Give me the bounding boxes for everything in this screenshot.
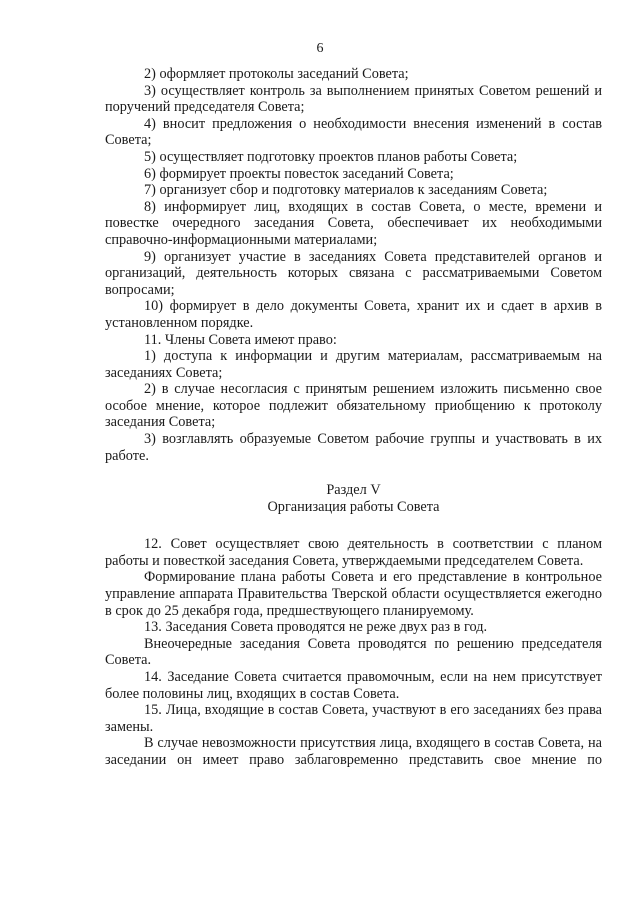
- paragraph: В случае невозможности присутствия лица, входящего в состав Совета, на заседании он имеет право заблаговременно представить свое мнение по: [105, 735, 602, 768]
- paragraph: 9) организует участие в заседаниях Совета представителей органов и организаций, деятельность которых связана с рассматриваемыми Советом вопросами;: [105, 248, 602, 298]
- paragraph: 8) информирует лиц, входящих в состав Совета, о месте, времени и повестке очередного заседания Совета, обеспечивает их необходимыми справочно-информационными материалами;: [105, 198, 602, 248]
- section-heading: Раздел V: [326, 482, 381, 499]
- paragraph: 3) осуществляет контроль за выполнением принятых Советом решений и поручений председателя Совета;: [105, 82, 602, 116]
- paragraph: 11. Члены Совета имеют право:: [144, 331, 337, 348]
- paragraph: 12. Совет осуществляет свою деятельность в соответствии с планом работы и повесткой заседания Совета, утверждаемыми председателем Совета.: [105, 536, 602, 569]
- paragraph: Формирование плана работы Совета и его представление в контрольное управление аппарата Правительства Тверской области осуществляется ежегодно в срок до 25 декабря года, предшествующего планируемому.: [105, 569, 602, 619]
- paragraph: 4) вносит предложения о необходимости внесения изменений в состав Совета;: [105, 115, 602, 149]
- paragraph: 7) организует сбор и подготовку материалов к заседаниям Совета;: [144, 182, 548, 199]
- paragraph: 2) оформляет протоколы заседаний Совета;: [144, 66, 409, 82]
- section-title: Организация работы Совета: [267, 499, 440, 516]
- paragraph: 1) доступа к информации и другим материалам, рассматриваемым на заседаниях Совета;: [105, 348, 602, 381]
- paragraph: 13. Заседания Совета проводятся не реже двух раз в год.: [144, 619, 488, 636]
- paragraph: Внеочередные заседания Совета проводятся по решению председателя Совета.: [105, 635, 602, 669]
- paragraph: 3) возглавлять образуемые Советом рабочие группы и участвовать в их работе.: [105, 431, 602, 464]
- paragraph: 6) формирует проекты повесток заседаний Совета;: [144, 165, 454, 182]
- document-body: [105, 66, 602, 769]
- paragraph: 2) в случае несогласия с принятым решением изложить письменно свое особое мнение, которое подлежит обязательному приобщению к протоколу заседания Совета;: [105, 381, 602, 431]
- paragraph: 10) формирует в дело документы Совета, хранит их и сдает в архив в установленном порядке.: [105, 298, 602, 331]
- paragraph: 5) осуществляет подготовку проектов планов работы Совета;: [144, 148, 518, 165]
- paragraph: 15. Лица, входящие в состав Совета, участвуют в его заседаниях без права замены.: [105, 702, 602, 735]
- paragraph: 14. Заседание Совета считается правомочным, если на нем присутствует более половины лиц, входящих в состав Совета.: [105, 669, 602, 702]
- page-number: 6: [316, 41, 324, 56]
